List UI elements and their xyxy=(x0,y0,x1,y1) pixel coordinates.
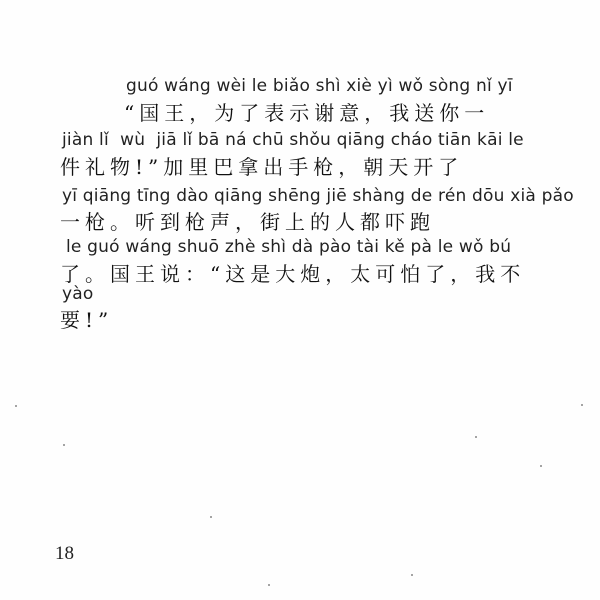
scan-speck xyxy=(475,436,477,438)
scan-speck xyxy=(268,584,270,586)
hanzi-line-5: 要!” xyxy=(60,308,114,332)
pinyin-line-4: le guó wáng shuō zhè shì dà pào tài kě pà le wǒ bú xyxy=(66,237,512,257)
scan-speck xyxy=(581,404,583,406)
scan-speck xyxy=(15,405,17,407)
hanzi-line-3: 一枪。听到枪声，街上的人都吓跑 xyxy=(60,210,435,234)
scan-speck xyxy=(210,516,212,518)
hanzi-line-2: 件礼物!”加里巴拿出手枪，朝天开了 xyxy=(60,155,464,179)
hanzi-line-4: 了。国王说：“这是大炮，太可怕了，我不 xyxy=(60,262,526,286)
scan-speck xyxy=(411,574,413,576)
pinyin-line-1: guó wáng wèi le biǎo shì xiè yì wǒ sòng nǐ yī xyxy=(126,76,513,96)
pinyin-line-2: jiàn lǐ wù jiā lǐ bā ná chū shǒu qiāng cháo tiān kāi le xyxy=(62,130,524,150)
pinyin-line-5: yào xyxy=(62,284,94,304)
scan-speck xyxy=(63,444,65,446)
scan-speck xyxy=(540,465,542,467)
pinyin-line-3: yī qiāng tīng dào qiāng shēng jiē shàng de rén dōu xià pǎo xyxy=(62,186,574,206)
page-number: 18 xyxy=(55,543,74,564)
hanzi-line-1: “国王，为了表示谢意，我送你一 xyxy=(124,101,490,125)
